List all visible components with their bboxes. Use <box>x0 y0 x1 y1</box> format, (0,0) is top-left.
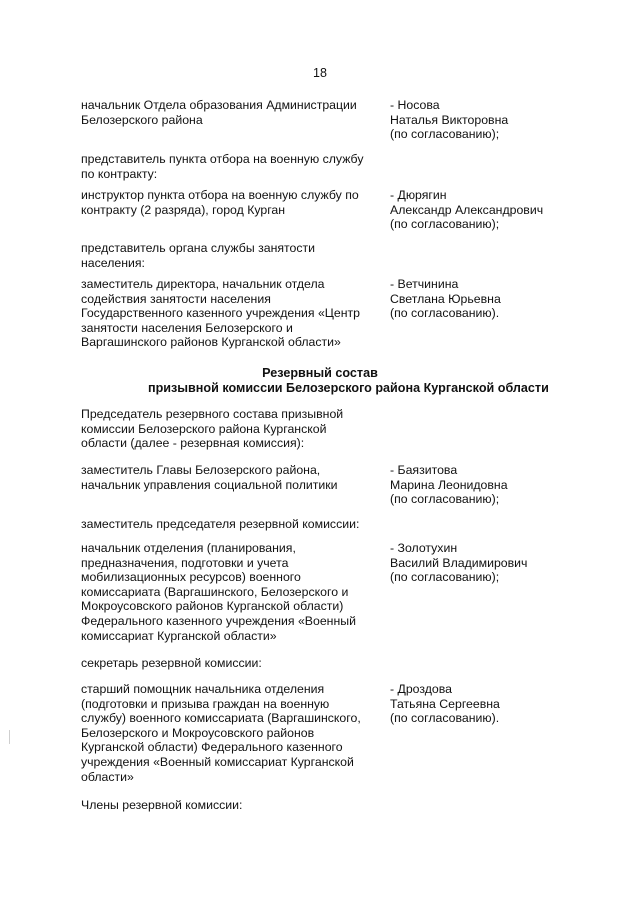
role-heading: заместитель председателя резервной комиссии: <box>81 517 360 531</box>
member-name: - Носова Наталья Викторовна (по согласованию); <box>390 98 509 142</box>
member-position: начальник Отдела образования Администрации Белозерского района <box>81 98 357 127</box>
member-name: - Ветчинина Светлана Юрьевна (по согласованию). <box>390 277 501 321</box>
reserve-subtitle: призывной комиссии Белозерского района Курганской области <box>148 381 549 395</box>
role-heading: секретарь резервной комиссии: <box>81 656 262 670</box>
member-position: заместитель Главы Белозерского района, начальник управления социальной политики <box>81 463 338 492</box>
member-name: - Баязитова Марина Леонидовна (по согласованию); <box>390 463 508 507</box>
role-heading: представитель пункта отбора на военную службу по контракту: <box>81 152 364 181</box>
member-position: старший помощник начальника отделения (подготовки и призыва граждан на военную службу) военного комиссариата (Варгашинского, Белозерского и Мокроусовского районов Курганской области) Федерального казенного учреждения «Военный комиссариат Курганской области» <box>81 682 361 784</box>
role-heading: представитель органа службы занятости населения: <box>81 241 316 270</box>
scan-artifact <box>9 730 10 744</box>
member-name: - Дроздова Татьяна Сергеевна (по согласованию). <box>390 682 500 726</box>
member-name: - Дюрягин Александр Александрович (по согласованию); <box>390 188 544 232</box>
member-position: инструктор пункта отбора на военную службу по контракту (2 разряда), город Курган <box>81 188 359 217</box>
member-position: начальник отделения (планирования, предназначения, подготовки и учета мобилизационных ресурсов) военного комиссариата (Варгашинского, Белозерского и Мокроусовского районов Курганской области) Федерального казенного учреждения «Военный комиссариат Курганской области» <box>81 541 356 643</box>
role-heading: Члены резервной комиссии: <box>81 798 243 812</box>
member-name: - Золотухин Василий Владимирович (по согласованию); <box>390 541 528 585</box>
role-heading: Председатель резервного состава призывной комиссии Белозерского района Курганской области (далее - резервная комиссия): <box>81 407 344 451</box>
reserve-title: Резервный состав <box>262 366 378 380</box>
member-position: заместитель директора, начальник отдела содействия занятости населения Государственного казенного учреждения «Центр занятости населения Белозерского и Варгашинского районов Курганской области» <box>81 277 361 350</box>
page-number: 18 <box>313 66 327 80</box>
